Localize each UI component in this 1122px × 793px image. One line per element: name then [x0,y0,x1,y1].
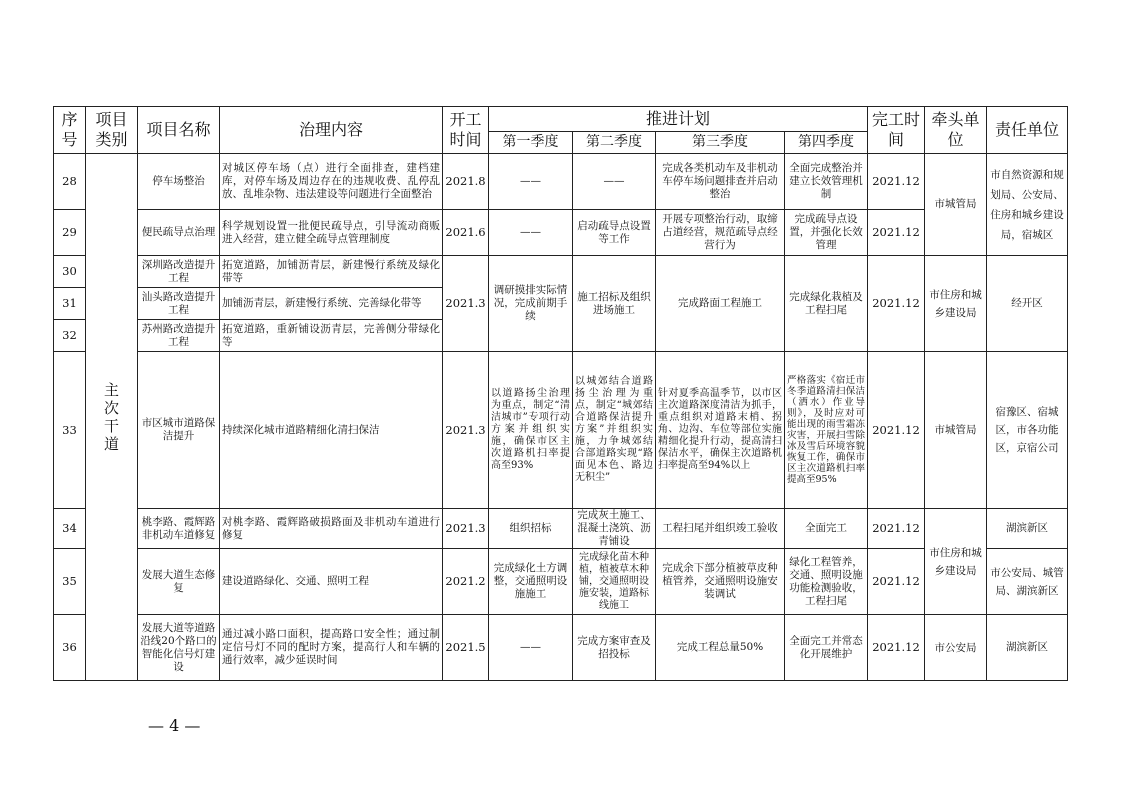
table-row [54,210,1068,256]
header-plan: 推进计划 [489,107,868,132]
plan-q2: —— [573,154,656,210]
table-row [54,509,1068,549]
project-name: 汕头路改造提升工程 [138,288,220,320]
governance-content: 对城区停车场（点）进行全面排查，建档建库，对停车场及周边存在的违规收费、乱停乱放、乱堆杂物、违法建设等问题进行全面整治 [220,154,443,210]
plan-q3: 完成工程总量50% [656,615,785,681]
end-date: 2021.12 [868,615,925,681]
project-name: 市区城市道路保洁提升 [138,352,220,509]
header-start: 开工时间 [443,107,489,154]
end-date: 2021.12 [868,256,925,352]
project-plan-table [53,106,1068,681]
header-resp: 责任单位 [987,107,1068,154]
header-lead: 牵头单位 [925,107,987,154]
table-row [54,256,1068,288]
header-category: 项目类别 [86,107,138,154]
start-date: 2021.2 [443,549,489,615]
governance-content: 科学规划设置一批便民疏导点，引导流动商贩进入经营，建立健全疏导点管理制度 [220,210,443,256]
end-date: 2021.12 [868,154,925,210]
responsible-unit: 经开区 [987,256,1068,352]
start-date: 2021.3 [443,352,489,509]
plan-q2: 完成方案审查及招投标 [573,615,656,681]
plan-q2: 完成绿化苗木种植，植被草木种铺，交通照明设施安装，道路标线施工 [573,549,656,615]
plan-q1: 完成绿化土方调整，交通照明设施施工 [489,549,573,615]
header-end: 完工时间 [868,107,925,154]
plan-q2: 启动疏导点设置等工作 [573,210,656,256]
header-name: 项目名称 [138,107,220,154]
lead-unit: 市住房和城乡建设局 [925,256,987,352]
start-date: 2021.5 [443,615,489,681]
project-name: 发展大道等道路沿线20个路口的智能化信号灯建设 [138,615,220,681]
governance-content: 持续深化城市道路精细化清扫保洁 [220,352,443,509]
end-date: 2021.12 [868,509,925,549]
row-number: 33 [54,352,86,509]
header-q4: 第四季度 [785,132,868,154]
header-q3: 第三季度 [656,132,785,154]
start-date: 2021.8 [443,154,489,210]
plan-q1: —— [489,210,573,256]
end-date: 2021.12 [868,210,925,256]
table-row [54,615,1068,681]
end-date: 2021.12 [868,352,925,509]
start-date: 2021.6 [443,210,489,256]
row-number: 36 [54,615,86,681]
governance-content: 建设道路绿化、交通、照明工程 [220,549,443,615]
header-seq: 序号 [54,107,86,154]
project-name: 桃李路、霞辉路非机动车道修复 [138,509,220,549]
governance-content: 拓宽道路，加铺沥青层，新建慢行系统及绿化带等 [220,256,443,288]
project-name: 便民疏导点治理 [138,210,220,256]
lead-unit: 市城管局 [925,352,987,509]
table-row [54,549,1068,615]
responsible-unit: 市公安局、城管局、湖滨新区 [987,549,1068,615]
start-date: 2021.3 [443,256,489,352]
plan-q3: 完成各类机动车及非机动车停车场问题排查并启动整治 [656,154,785,210]
plan-q3: 完成余下部分植被草皮种植管养，交通照明设施安装调试 [656,549,785,615]
project-name: 发展大道生态修复 [138,549,220,615]
governance-content: 加铺沥青层，新建慢行系统、完善绿化带等 [220,288,443,320]
plan-q3: 完成路面工程施工 [656,256,785,352]
row-number: 32 [54,320,86,352]
plan-q3: 针对夏季高温季节，以市区主次道路深度清洁为抓手，重点组织对道路末梢、拐角、边沟、车位等部位实施精细化提升行动，提高清扫保洁水平，确保主次道路机扫率提高至94%以上 [656,352,785,509]
plan-q1: —— [489,615,573,681]
row-number: 31 [54,288,86,320]
responsible-unit: 市自然资源和规划局、公安局、住房和城乡建设局，宿城区 [987,154,1068,256]
start-date: 2021.3 [443,509,489,549]
plan-q4: 完成绿化栽植及工程扫尾 [785,256,868,352]
plan-q4: 全面完成整治并建立长效管理机制 [785,154,868,210]
lead-unit: 市公安局 [925,615,987,681]
governance-content: 对桃李路、霞辉路破损路面及非机动车道进行修复 [220,509,443,549]
plan-q4: 绿化工程管养，交通、照明设施功能检测验收，工程扫尾 [785,549,868,615]
table-row [54,352,1068,509]
plan-q4: 严格落实《宿迁市冬季道路清扫保洁（洒水）作业导则》，及时应对可能出现的雨雪霜冻灾害，开展扫雪除冰及雪后环境容貌恢复工作，确保市区主次道路机扫率提高至95% [785,352,868,509]
plan-q1: 调研摸排实际情况，完成前期手续 [489,256,573,352]
governance-content: 通过减小路口面积，提高路口安全性；通过制定信号灯不同的配时方案，提高行人和车辆的通行效率，减少延误时间 [220,615,443,681]
plan-q1: 组织招标 [489,509,573,549]
responsible-unit: 宿豫区、宿城区，市各功能区，京宿公司 [987,352,1068,509]
row-number: 34 [54,509,86,549]
plan-q3: 开展专项整治行动，取缔占道经营，规范疏导点经营行为 [656,210,785,256]
plan-q4: 全面完工 [785,509,868,549]
plan-q1: —— [489,154,573,210]
header-content: 治理内容 [220,107,443,154]
plan-q2: 以城郊结合道路扬尘治理为重点，制定“城郊结合道路保洁提升方案”并组织实施，力争城郊结合部道路实现“路面见本色、路边无积尘” [573,352,656,509]
lead-unit: 市城管局 [925,154,987,256]
category-cell: 主次干道 [86,154,138,681]
project-name: 停车场整治 [138,154,220,210]
row-number: 29 [54,210,86,256]
row-number: 30 [54,256,86,288]
project-name: 苏州路改造提升工程 [138,320,220,352]
lead-unit: 市住房和城乡建设局 [925,509,987,615]
plan-q4: 全面完工并常态化开展维护 [785,615,868,681]
header-q1: 第一季度 [489,132,573,154]
table-row [54,154,1068,210]
responsible-unit: 湖滨新区 [987,509,1068,549]
plan-q4: 完成疏导点设置，并强化长效管理 [785,210,868,256]
plan-q3: 工程扫尾并组织竣工验收 [656,509,785,549]
page-number: — 4 — [148,716,201,735]
header-q2: 第二季度 [573,132,656,154]
plan-q1: 以道路扬尘治理为重点，制定“清洁城市”专项行动方案并组织实施，确保市区主次道路机扫率提高至93% [489,352,573,509]
governance-content: 拓宽道路，重新铺设沥青层，完善侧分带绿化等 [220,320,443,352]
project-name: 深圳路改造提升工程 [138,256,220,288]
plan-q2: 完成灰土施工、混凝土浇筑、沥青铺设 [573,509,656,549]
row-number: 28 [54,154,86,210]
row-number: 35 [54,549,86,615]
plan-q2: 施工招标及组织进场施工 [573,256,656,352]
responsible-unit: 湖滨新区 [987,615,1068,681]
end-date: 2021.12 [868,549,925,615]
